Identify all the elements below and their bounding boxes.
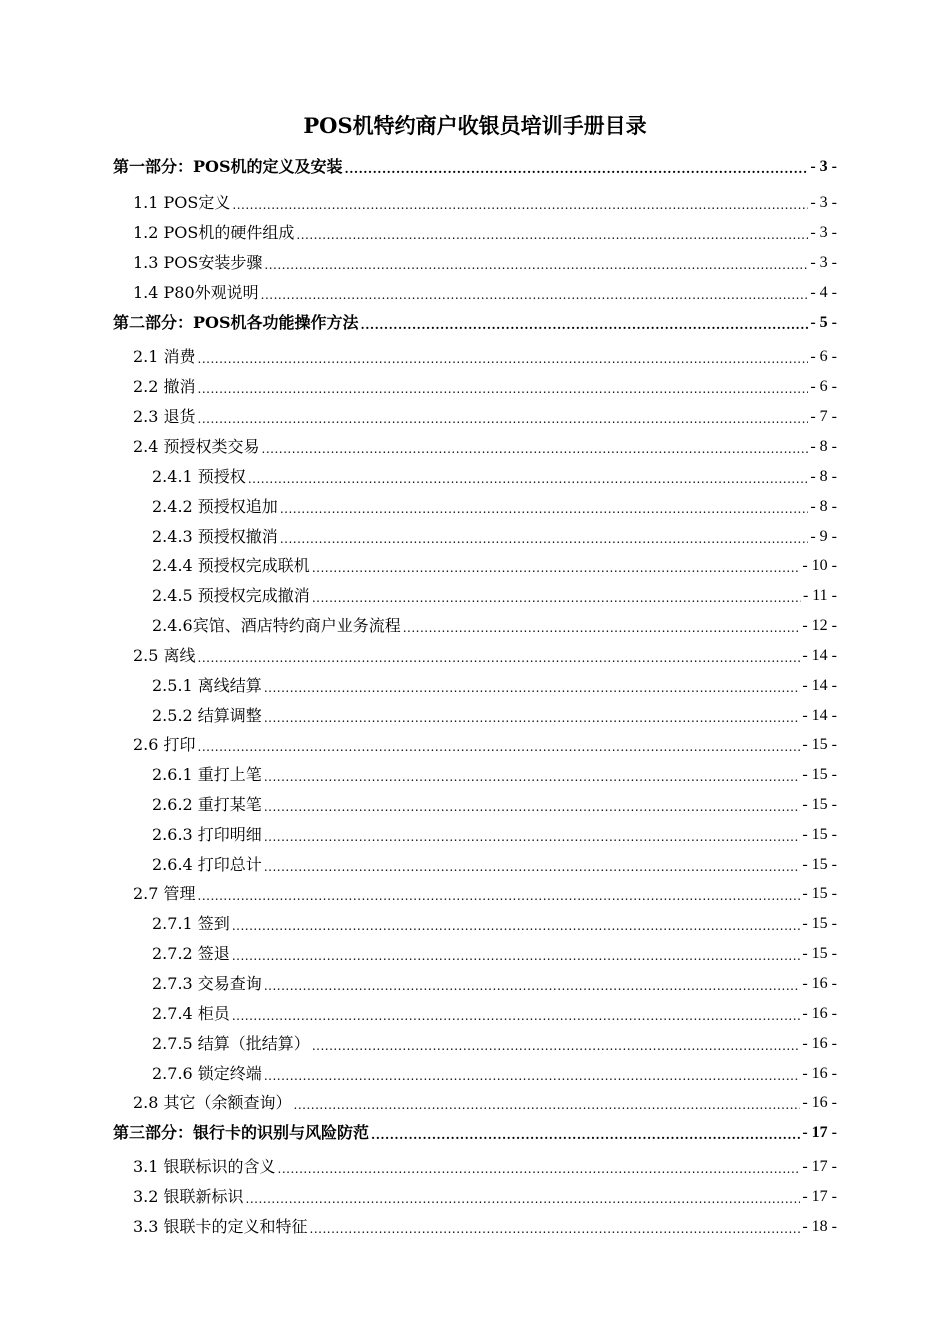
toc-entry-label: 2.5 离线	[133, 646, 196, 665]
toc-dot-leader	[198, 734, 801, 756]
toc-page-number: - 3 -	[810, 158, 837, 175]
toc-entry-label: 2.4.3 预授权撤消	[152, 527, 278, 546]
toc-section-entry[interactable]	[133, 734, 837, 756]
toc-dot-leader	[198, 376, 809, 398]
toc-entry-label: 2.5.2 结算调整	[152, 706, 262, 725]
toc-section-entry[interactable]	[133, 252, 837, 274]
toc-subsection-entry[interactable]	[152, 615, 837, 637]
toc-subsection-entry[interactable]	[152, 526, 837, 548]
toc-page-number: - 15 -	[802, 885, 837, 902]
toc-dot-leader	[198, 346, 809, 368]
toc-dot-leader	[403, 615, 801, 637]
toc-dot-leader	[264, 824, 801, 846]
toc-dot-leader	[232, 192, 808, 214]
toc-entry-label: 第三部分：银行卡的识别与风险防范	[113, 1123, 370, 1142]
toc-page-number: - 14 -	[802, 677, 837, 694]
toc-page-number: - 17 -	[802, 1158, 837, 1175]
toc-dot-leader	[262, 436, 809, 458]
toc-page-number: - 14 -	[802, 707, 837, 724]
toc-page-number: - 7 -	[810, 408, 837, 425]
toc-dot-leader	[198, 406, 809, 428]
toc-section-entry[interactable]	[133, 1186, 837, 1208]
toc-dot-leader	[345, 156, 809, 178]
toc-section-entry[interactable]	[133, 1156, 837, 1178]
toc-entry-label: 2.4.1 预授权	[152, 467, 246, 486]
toc-subsection-entry[interactable]	[152, 705, 837, 727]
toc-entry-label: 2.6.2 重打某笔	[152, 795, 262, 814]
toc-entry-label: 2.7.3 交易查询	[152, 974, 262, 993]
toc-dot-leader	[278, 1156, 801, 1178]
toc-entry-label: 1.1 POS定义	[133, 193, 231, 212]
toc-dot-leader	[264, 705, 801, 727]
toc-entry-label: 2.2 撤消	[133, 377, 196, 396]
toc-section-entry[interactable]	[133, 436, 837, 458]
toc-page-number: - 15 -	[802, 736, 837, 753]
toc-dot-leader	[232, 1003, 801, 1025]
toc-page-number: - 16 -	[802, 1005, 837, 1022]
toc-entry-label: 2.7.4 柜员	[152, 1004, 230, 1023]
toc-entry-label: 2.4.6宾馆、酒店特约商户业务流程	[152, 616, 401, 635]
toc-entry-label: 2.4.5 预授权完成撤消	[152, 586, 310, 605]
toc-dot-leader	[232, 943, 801, 965]
toc-page-number: - 3 -	[810, 254, 837, 271]
toc-page-number: - 16 -	[802, 1065, 837, 1082]
toc-dot-leader	[264, 252, 808, 274]
toc-entry-label: 2.6.3 打印明细	[152, 825, 262, 844]
toc-subsection-entry[interactable]	[152, 466, 837, 488]
toc-dot-leader	[264, 854, 801, 876]
toc-section-entry[interactable]	[133, 406, 837, 428]
toc-page-number: - 16 -	[802, 975, 837, 992]
toc-dot-leader	[361, 312, 809, 334]
toc-section-entry[interactable]	[133, 645, 837, 667]
toc-page-number: - 15 -	[802, 856, 837, 873]
toc-dot-leader	[280, 496, 809, 518]
toc-dot-leader	[312, 1033, 801, 1055]
toc-dot-leader	[198, 883, 801, 905]
toc-entry-label: 3.1 银联标识的含义	[133, 1157, 276, 1176]
toc-page-number: - 3 -	[810, 224, 837, 241]
toc-subsection-entry[interactable]	[152, 496, 837, 518]
toc-dot-leader	[261, 282, 809, 304]
toc-part-entry[interactable]	[113, 1122, 837, 1144]
toc-page-number: - 6 -	[810, 378, 837, 395]
toc-page-number: - 6 -	[810, 348, 837, 365]
toc-page-number: - 10 -	[802, 557, 837, 574]
toc-page-number: - 5 -	[810, 314, 837, 331]
toc-page-number: - 17 -	[802, 1124, 837, 1141]
toc-section-entry[interactable]	[133, 1216, 837, 1238]
toc-section-entry[interactable]	[133, 376, 837, 398]
toc-dot-leader	[264, 794, 801, 816]
toc-page-number: - 15 -	[802, 796, 837, 813]
toc-dot-leader	[198, 645, 801, 667]
toc-dot-leader	[264, 675, 801, 697]
toc-page-number: - 12 -	[802, 617, 837, 634]
toc-entry-label: 2.6.1 重打上笔	[152, 765, 262, 784]
toc-entry-label: 1.3 POS安装步骤	[133, 253, 263, 272]
toc-entry-label: 2.7.6 锁定终端	[152, 1064, 262, 1083]
toc-dot-leader	[264, 1063, 801, 1085]
toc-subsection-entry[interactable]	[152, 555, 837, 577]
toc-page-number: - 9 -	[810, 528, 837, 545]
toc-dot-leader	[264, 764, 801, 786]
toc-dot-leader	[246, 1186, 801, 1208]
toc-entry-label: 3.3 银联卡的定义和特征	[133, 1217, 308, 1236]
toc-section-entry[interactable]	[133, 282, 837, 304]
toc-page-number: - 15 -	[802, 766, 837, 783]
toc-dot-leader	[294, 1092, 801, 1114]
toc-page-number: - 14 -	[802, 647, 837, 664]
toc-dot-leader	[312, 555, 801, 577]
toc-entry-label: 2.5.1 离线结算	[152, 676, 262, 695]
toc-subsection-entry[interactable]	[152, 1033, 837, 1055]
toc-page-number: - 8 -	[810, 468, 837, 485]
toc-section-entry[interactable]	[133, 192, 837, 214]
toc-subsection-entry[interactable]	[152, 1003, 837, 1025]
toc-entry-label: 2.7.2 签退	[152, 944, 230, 963]
toc-subsection-entry[interactable]	[152, 764, 837, 786]
toc-page-number: - 8 -	[810, 438, 837, 455]
toc-subsection-entry[interactable]	[152, 585, 837, 607]
toc-page-number: - 8 -	[810, 498, 837, 515]
toc-subsection-entry[interactable]	[152, 854, 837, 876]
document-title: POS机特约商户收银员培训手册目录	[303, 113, 647, 138]
toc-page-number: - 15 -	[802, 915, 837, 932]
toc-entry-label: 2.7.1 签到	[152, 914, 230, 933]
toc-subsection-entry[interactable]	[152, 913, 837, 935]
toc-page-number: - 11 -	[802, 587, 837, 604]
toc-dot-leader	[232, 913, 801, 935]
toc-subsection-entry[interactable]	[152, 794, 837, 816]
toc-part-entry[interactable]	[113, 312, 837, 334]
toc-entry-label: 第一部分：POS机的定义及安装	[113, 157, 343, 176]
toc-dot-leader	[312, 585, 801, 607]
toc-entry-label: 2.4.4 预授权完成联机	[152, 556, 310, 575]
toc-entry-label: 2.6.4 打印总计	[152, 855, 262, 874]
toc-entry-label: 2.7.5 结算（批结算）	[152, 1034, 310, 1053]
toc-entry-label: 2.1 消费	[133, 347, 196, 366]
toc-part-entry[interactable]	[113, 156, 837, 178]
toc-page-number: - 4 -	[810, 284, 837, 301]
toc-entry-label: 第二部分：POS机各功能操作方法	[113, 313, 359, 332]
toc-entry-label: 2.4 预授权类交易	[133, 437, 260, 456]
toc-section-entry[interactable]	[133, 883, 837, 905]
toc-dot-leader	[264, 973, 801, 995]
toc-entry-label: 2.6 打印	[133, 735, 196, 754]
toc-subsection-entry[interactable]	[152, 675, 837, 697]
toc-entry-label: 2.8 其它（余额查询）	[133, 1093, 292, 1112]
toc-section-entry[interactable]	[133, 1092, 837, 1114]
toc-subsection-entry[interactable]	[152, 824, 837, 846]
toc-entry-label: 2.4.2 预授权追加	[152, 497, 278, 516]
toc-page-number: - 15 -	[802, 826, 837, 843]
toc-entry-label: 3.2 银联新标识	[133, 1187, 244, 1206]
toc-page-number: - 15 -	[802, 945, 837, 962]
toc-subsection-entry[interactable]	[152, 1063, 837, 1085]
toc-dot-leader	[371, 1122, 800, 1144]
toc-section-entry[interactable]	[133, 346, 837, 368]
toc-page-number: - 16 -	[802, 1035, 837, 1052]
toc-subsection-entry[interactable]	[152, 943, 837, 965]
toc-entry-label: 1.4 P80外观说明	[133, 283, 259, 302]
toc-page-number: - 17 -	[802, 1188, 837, 1205]
toc-dot-leader	[296, 222, 808, 244]
toc-dot-leader	[280, 526, 809, 548]
toc-section-entry[interactable]	[133, 222, 837, 244]
toc-entry-label: 1.2 POS机的硬件组成	[133, 223, 295, 242]
toc-subsection-entry[interactable]	[152, 973, 837, 995]
toc-page-number: - 18 -	[802, 1218, 837, 1235]
toc-entry-label: 2.7 管理	[133, 884, 196, 903]
toc-dot-leader	[310, 1216, 801, 1238]
toc-dot-leader	[248, 466, 809, 488]
toc-entry-label: 2.3 退货	[133, 407, 196, 426]
toc-page-number: - 3 -	[810, 194, 837, 211]
toc-page-number: - 16 -	[802, 1094, 837, 1111]
